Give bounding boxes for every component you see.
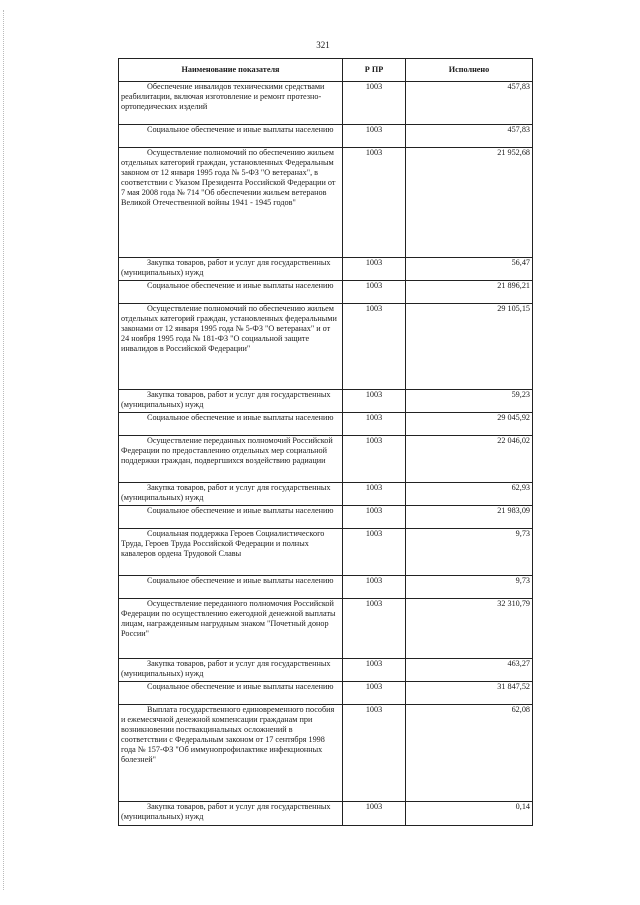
row-value: 457,83 — [406, 125, 533, 148]
row-name: Социальное обеспечение и иные выплаты населению — [119, 125, 343, 148]
table-row — [119, 436, 533, 483]
row-name: Закупка товаров, работ и услуг для государственных (муниципальных) нужд — [119, 802, 343, 826]
row-code: 1003 — [343, 304, 406, 390]
row-value: 32 310,79 — [406, 599, 533, 659]
row-value: 457,83 — [406, 82, 533, 125]
row-code: 1003 — [343, 483, 406, 506]
row-value: 9,73 — [406, 529, 533, 576]
header-value: Исполнено — [406, 59, 533, 82]
table-row — [119, 802, 533, 826]
table-row — [119, 304, 533, 390]
row-name: Осуществление полномочий по обеспечению жильем отдельных категорий граждан, установленных федеральными законами от 12 января 1995 года № 5-ФЗ "О ветеранах" и от 24 ноября 1995 года № 181-ФЗ "О социальной защите инвалидов в Российской Федерации" — [119, 304, 343, 390]
row-name: Закупка товаров, работ и услуг для государственных (муниципальных) нужд — [119, 483, 343, 506]
table-header-row — [119, 59, 533, 82]
row-value: 22 046,02 — [406, 436, 533, 483]
row-value: 9,73 — [406, 576, 533, 599]
table-row — [119, 705, 533, 802]
row-value: 21 983,09 — [406, 506, 533, 529]
table-row — [119, 258, 533, 281]
row-name: Социальное обеспечение и иные выплаты населению — [119, 413, 343, 436]
row-code: 1003 — [343, 390, 406, 413]
row-value: 21 896,21 — [406, 281, 533, 304]
row-name: Осуществление переданных полномочий Российской Федерации по предоставлению отдельных мер социальной поддержки граждан, подвергшихся воздействию радиации — [119, 436, 343, 483]
row-code: 1003 — [343, 436, 406, 483]
table-row — [119, 413, 533, 436]
row-name: Закупка товаров, работ и услуг для государственных (муниципальных) нужд — [119, 390, 343, 413]
row-name: Осуществление переданного полномочия Российской Федерации по осуществлению ежегодной денежной выплаты лицам, награжденным нагрудным знаком "Почетный донор России" — [119, 599, 343, 659]
row-name: Осуществление полномочий по обеспечению жильем отдельных категорий граждан, установленных Федеральным законом от 12 января 1995 года № 5-ФЗ "О ветеранах", в соответствии с Указом Президента Российской Федерации от 7 мая 2008 года № 714 "Об обеспечении жильем ветеранов Великой Отечественной войны 1941 - 1945 годов" — [119, 148, 343, 258]
row-name: Социальное обеспечение и иные выплаты населению — [119, 682, 343, 705]
table-row — [119, 682, 533, 705]
row-name: Обеспечение инвалидов техническими средствами реабилитации, включая изготовление и ремонт протезно-ортопедических изделий — [119, 82, 343, 125]
row-code: 1003 — [343, 659, 406, 682]
table-row — [119, 390, 533, 413]
row-code: 1003 — [343, 82, 406, 125]
row-name: Социальная поддержка Героев Социалистического Труда, Героев Труда Российской Федерации и полных кавалеров ордена Трудовой Славы — [119, 529, 343, 576]
row-code: 1003 — [343, 125, 406, 148]
row-code: 1003 — [343, 599, 406, 659]
table-row — [119, 125, 533, 148]
row-code: 1003 — [343, 413, 406, 436]
row-value: 21 952,68 — [406, 148, 533, 258]
header-code: Р ПР — [343, 59, 406, 82]
row-name: Закупка товаров, работ и услуг для государственных (муниципальных) нужд — [119, 258, 343, 281]
row-value: 59,23 — [406, 390, 533, 413]
table-row — [119, 599, 533, 659]
row-code: 1003 — [343, 576, 406, 599]
row-value: 56,47 — [406, 258, 533, 281]
row-value: 31 847,52 — [406, 682, 533, 705]
expenditure-table — [118, 58, 533, 826]
page-number: 321 — [316, 40, 330, 50]
row-name: Социальное обеспечение и иные выплаты населению — [119, 576, 343, 599]
row-code: 1003 — [343, 802, 406, 826]
row-code: 1003 — [343, 705, 406, 802]
table-row — [119, 529, 533, 576]
table-row — [119, 659, 533, 682]
row-value: 0,14 — [406, 802, 533, 826]
row-code: 1003 — [343, 258, 406, 281]
row-code: 1003 — [343, 529, 406, 576]
table-row — [119, 506, 533, 529]
table-row — [119, 82, 533, 125]
row-value: 463,27 — [406, 659, 533, 682]
row-code: 1003 — [343, 281, 406, 304]
row-value: 62,93 — [406, 483, 533, 506]
row-name: Выплата государственного единовременного пособия и ежемесячной денежной компенсации гражданам при возникновении поствакцинальных осложнений в соответствии с Федеральным законом от 17 сентября 1998 года № 157-ФЗ "Об иммунопрофилактике инфекционных болезней" — [119, 705, 343, 802]
header-name: Наименование показателя — [119, 59, 343, 82]
scan-margin-edge — [3, 10, 5, 890]
table-row — [119, 483, 533, 506]
table-row — [119, 576, 533, 599]
row-name: Социальное обеспечение и иные выплаты населению — [119, 281, 343, 304]
table-row — [119, 148, 533, 258]
row-value: 29 045,92 — [406, 413, 533, 436]
row-code: 1003 — [343, 682, 406, 705]
row-value: 29 105,15 — [406, 304, 533, 390]
row-name: Закупка товаров, работ и услуг для государственных (муниципальных) нужд — [119, 659, 343, 682]
row-code: 1003 — [343, 148, 406, 258]
row-name: Социальное обеспечение и иные выплаты населению — [119, 506, 343, 529]
row-value: 62,08 — [406, 705, 533, 802]
row-code: 1003 — [343, 506, 406, 529]
table-row — [119, 281, 533, 304]
